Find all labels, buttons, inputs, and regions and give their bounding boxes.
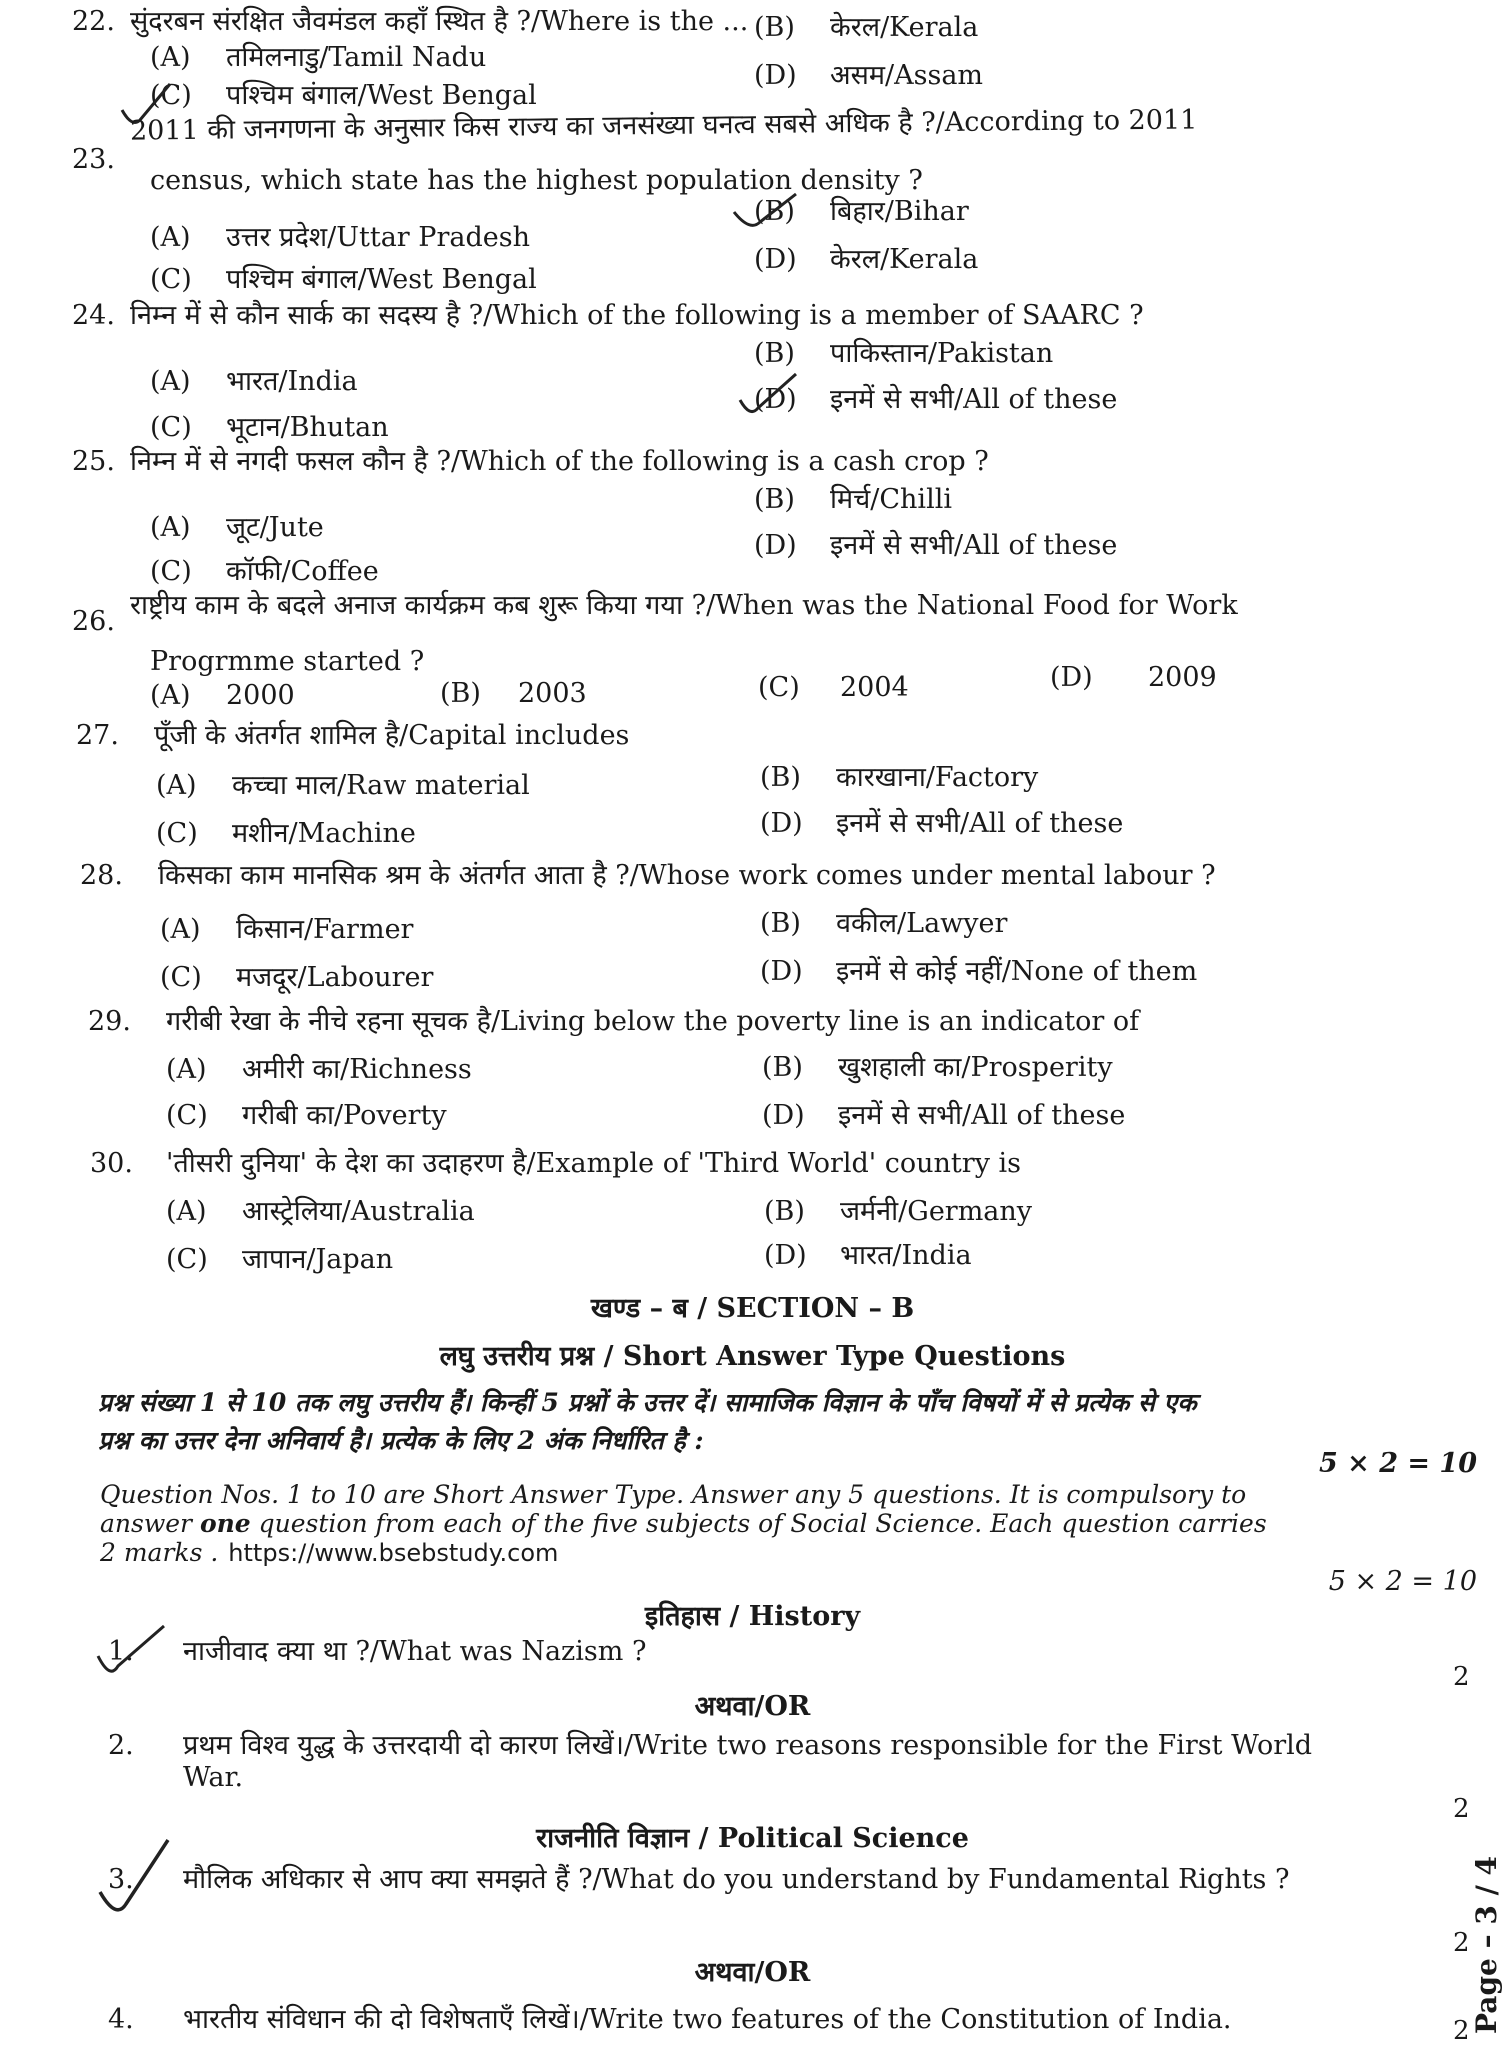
question-29 — [88, 1006, 1139, 1038]
question-text: निम्न में से नगदी फसल कौन है ?/Which of the following is a cash crop ? — [130, 446, 989, 477]
question-text: गरीबी रेखा के नीचे रहना सूचक है/Living below the poverty line is an indicator of — [166, 1006, 1140, 1037]
option-text: जर्मनी/Germany — [840, 1196, 1033, 1227]
option-label: (A) — [166, 1054, 207, 1085]
question-24 — [72, 300, 1144, 332]
question-text: नाजीवाद क्या था ?/What was Nazism ? — [183, 1636, 647, 1667]
option-text: जूट/Jute — [226, 512, 324, 543]
option-text: तमिलनाडु/Tamil Nadu — [226, 42, 487, 73]
question-text: पूँजी के अंतर्गत शामिल है/Capital includes — [154, 720, 630, 751]
marks-summary-hindi: 5 × 2 = 10 — [1319, 1448, 1477, 1479]
option-text: कॉफी/Coffee — [226, 556, 379, 587]
option-text: मिर्च/Chilli — [830, 484, 952, 515]
text-fragment: 2 marks . — [100, 1538, 219, 1567]
question-text: भारतीय संविधान की दो विशेषताएँ लिखें।/Write two features of the Constitution of India. — [183, 2004, 1232, 2035]
instructions-english-line-2 — [100, 1509, 1480, 1538]
option-d — [762, 1100, 1125, 1132]
option-label: (B) — [762, 1052, 803, 1083]
option-text: इनमें से कोई नहीं/None of them — [836, 956, 1198, 987]
short-question-2 — [108, 1730, 1312, 1762]
question-number: 28. — [80, 860, 123, 891]
option-c — [150, 80, 537, 112]
or-separator: अथवा/OR — [694, 1691, 811, 1722]
option-label: (C) — [150, 412, 192, 443]
short-question-3 — [108, 1864, 1289, 1896]
option-label: (B) — [754, 12, 795, 43]
question-marks: 2 — [1453, 1794, 1470, 1824]
option-text: इनमें से सभी/All of these — [838, 1100, 1126, 1131]
short-question-2-continued: War. — [183, 1762, 244, 1793]
question-27 — [76, 720, 629, 752]
subject-heading-history: इतिहास / History — [644, 1601, 861, 1632]
option-label: (A) — [150, 42, 191, 73]
question-number: 26. — [72, 606, 115, 637]
option-text: अमीरी का/Richness — [242, 1054, 472, 1085]
option-text: गरीबी का/Poverty — [242, 1100, 447, 1131]
option-a — [150, 222, 530, 254]
question-number: 22. — [72, 6, 115, 37]
option-b — [760, 762, 1038, 794]
section-b-heading: खण्ड – ब / SECTION – B — [590, 1293, 915, 1324]
option-b — [754, 484, 952, 516]
option-d — [754, 60, 983, 92]
question-text: 'तीसरी दुनिया' के देश का उदाहरण है/Example of 'Third World' country is — [166, 1148, 1022, 1179]
option-a — [166, 1196, 475, 1228]
option-label: (B) — [760, 908, 801, 939]
instructions-hindi-line-2: प्रश्न का उत्तर देना अनिवार्य है। प्रत्येक के लिए 2 अंक निर्धारित है : — [98, 1426, 704, 1455]
option-label: (C) — [166, 1244, 208, 1275]
question-text: राष्ट्रीय काम के बदले अनाज कार्यक्रम कब शुरू किया गया ?/When was the National Food for Work — [130, 590, 1238, 621]
handwritten-tick-icon — [736, 372, 806, 422]
option-label: (B) — [440, 678, 481, 709]
option-a — [150, 512, 324, 544]
short-question-4 — [108, 2004, 1232, 2036]
question-marks: 2 — [1453, 2016, 1470, 2046]
short-question-1 — [108, 1636, 646, 1668]
text-fragment: question from each of the five subjects of Social Science. Each question carries — [250, 1509, 1267, 1538]
option-c — [150, 556, 379, 588]
question-23-continued: census, which state has the highest population density ? — [150, 165, 923, 196]
option-label: (C) — [150, 264, 192, 295]
option-text: उत्तर प्रदेश/Uttar Pradesh — [226, 222, 530, 253]
question-text: निम्न में से कौन सार्क का सदस्य है ?/Which of the following is a member of SAARC ? — [130, 300, 1144, 331]
option-c — [758, 672, 909, 704]
option-c — [160, 962, 433, 994]
option-label: (C) — [156, 818, 198, 849]
option-label: (C) — [150, 80, 192, 111]
question-text: सुंदरबन संरक्षित जैवमंडल कहाँ स्थित है ?/Where is the ... — [130, 6, 749, 37]
question-22 — [72, 6, 748, 38]
question-number: 25. — [72, 446, 115, 477]
question-number: 4. — [108, 2004, 134, 2035]
option-text: भूटान/Bhutan — [226, 412, 389, 443]
option-label: (D) — [754, 530, 797, 561]
option-a — [150, 42, 486, 74]
option-text: केरल/Kerala — [830, 12, 979, 43]
option-b — [760, 908, 1007, 940]
handwritten-tick-icon — [94, 1622, 174, 1682]
handwritten-tick-icon — [96, 1836, 176, 1920]
option-c — [166, 1244, 393, 1276]
option-label: (B) — [754, 338, 795, 369]
option-label: (B) — [754, 196, 795, 227]
option-label: (A) — [150, 222, 191, 253]
option-c — [150, 412, 389, 444]
option-text: 2004 — [840, 672, 909, 703]
instructions-english-line-1: Question Nos. 1 to 10 are Short Answer Type. Answer any 5 questions. It is compulsory to — [100, 1480, 1247, 1509]
text-fragment: answer — [100, 1509, 200, 1538]
option-label: (D) — [762, 1100, 805, 1131]
option-d — [754, 530, 1117, 562]
question-number: 24. — [72, 300, 115, 331]
option-text: कच्चा माल/Raw material — [232, 770, 530, 801]
option-c — [156, 818, 416, 850]
option-text: किसान/Farmer — [236, 914, 414, 945]
section-b-subheading: लघु उत्तरीय प्रश्न / Short Answer Type Questions — [439, 1341, 1066, 1372]
option-text: वकील/Lawyer — [836, 908, 1008, 939]
option-text: मजदूर/Labourer — [236, 962, 434, 993]
option-text: असम/Assam — [830, 60, 984, 91]
option-text: भारत/India — [226, 366, 358, 397]
option-text: इनमें से सभी/All of these — [830, 530, 1118, 561]
option-c — [166, 1100, 447, 1132]
option-d — [760, 808, 1123, 840]
option-b — [764, 1196, 1032, 1228]
instructions-english — [100, 1480, 1480, 1568]
question-number: 1. — [108, 1636, 134, 1667]
option-label: (D) — [760, 956, 803, 987]
option-b — [440, 678, 587, 710]
option-d — [754, 244, 978, 276]
option-a — [156, 770, 530, 802]
watermark-url: https://www.bsebstudy.com — [228, 1539, 559, 1567]
option-a — [150, 366, 358, 398]
option-a — [160, 914, 413, 946]
marks-summary-english: 5 × 2 = 10 — [1328, 1566, 1477, 1597]
question-text: प्रथम विश्व युद्ध के उत्तरदायी दो कारण लिखें।/Write two reasons responsible for the First World — [183, 1730, 1313, 1761]
option-text: केरल/Kerala — [830, 244, 979, 275]
question-number: 23. — [72, 144, 115, 175]
option-text: 2000 — [226, 680, 295, 711]
option-text: बिहार/Bihar — [830, 196, 969, 227]
option-label: (B) — [760, 762, 801, 793]
option-label: (C) — [150, 556, 192, 587]
question-number: 2. — [108, 1730, 134, 1761]
question-30 — [90, 1148, 1021, 1180]
option-text: 2009 — [1148, 662, 1217, 693]
option-label: (A) — [150, 512, 191, 543]
option-label: (A) — [156, 770, 197, 801]
question-text: किसका काम मानसिक श्रम के अंतर्गत आता है ?/Whose work comes under mental labour ? — [158, 860, 1216, 891]
instructions-hindi — [98, 1384, 1478, 1460]
option-text: जापान/Japan — [242, 1244, 394, 1275]
instructions-english-line-3 — [100, 1538, 1480, 1568]
option-label: (B) — [764, 1196, 805, 1227]
question-text: मौलिक अधिकार से आप क्या समझते हैं ?/What do you understand by Fundamental Rights ? — [183, 1864, 1290, 1895]
question-number: 29. — [88, 1006, 131, 1037]
option-text: मशीन/Machine — [232, 818, 416, 849]
option-label: (D) — [764, 1240, 807, 1271]
option-label: (C) — [166, 1100, 208, 1131]
question-25 — [72, 446, 989, 478]
handwritten-tick-icon — [730, 188, 800, 238]
option-text: 2003 — [518, 678, 587, 709]
instructions-hindi-line-1: प्रश्न संख्या 1 से 10 तक लघु उत्तरीय हैं। किन्हीं 5 प्रश्नों के उत्तर दें। सामाजिक विज्ञान के पाँच विषयों में से प्रत्येक से एक — [98, 1388, 1197, 1417]
option-c — [150, 264, 537, 296]
option-label: (C) — [758, 672, 800, 703]
option-label: (D) — [760, 808, 803, 839]
option-text: खुशहाली का/Prosperity — [838, 1052, 1113, 1083]
option-label: (A) — [150, 366, 191, 397]
option-text: पाकिस्तान/Pakistan — [830, 338, 1054, 369]
option-d — [754, 384, 1117, 416]
option-b — [754, 12, 978, 44]
option-text: इनमें से सभी/All of these — [830, 384, 1118, 415]
option-text: इनमें से सभी/All of these — [836, 808, 1124, 839]
question-number: 3. — [108, 1864, 134, 1895]
or-separator: अथवा/OR — [694, 1957, 811, 1988]
option-label: (C) — [160, 962, 202, 993]
option-d — [760, 956, 1197, 988]
option-label: (D) — [754, 60, 797, 91]
option-text: भारत/India — [840, 1240, 972, 1271]
question-marks: 2 — [1453, 1928, 1470, 1958]
question-26 — [72, 590, 1238, 638]
option-b — [762, 1052, 1113, 1084]
question-text: 2011 की जनगणना के अनुसार किस राज्य का जनसंख्या घनत्व सबसे अधिक है ?/According to 2011 — [129, 104, 1198, 147]
emphasis-one: one — [199, 1509, 251, 1538]
question-26-continued: Progrmme started ? — [150, 646, 425, 677]
option-a — [166, 1054, 472, 1086]
option-a — [150, 680, 295, 712]
option-text: कारखाना/Factory — [836, 762, 1039, 793]
option-label: (A) — [150, 680, 191, 711]
question-number: 27. — [76, 720, 119, 751]
question-28 — [80, 860, 1216, 892]
option-label: (B) — [754, 484, 795, 515]
option-label: (D) — [754, 384, 797, 415]
option-text: पश्चिम बंगाल/West Bengal — [226, 264, 537, 295]
option-text: पश्चिम बंगाल/West Bengal — [226, 80, 537, 111]
option-b — [754, 338, 1053, 370]
question-number: 30. — [90, 1148, 133, 1179]
subject-heading-political-science: राजनीति विज्ञान / Political Science — [536, 1823, 969, 1854]
option-label: (A) — [166, 1196, 207, 1227]
option-label: (D) — [754, 244, 797, 275]
question-marks: 2 — [1453, 1662, 1470, 1692]
option-label: (A) — [160, 914, 201, 945]
option-text: आस्ट्रेलिया/Australia — [242, 1196, 475, 1227]
option-label: (D) — [1050, 662, 1093, 693]
option-d — [764, 1240, 972, 1272]
option-d — [1050, 662, 1217, 694]
page-number: Page – 3 / 4 — [1470, 1855, 1503, 2034]
